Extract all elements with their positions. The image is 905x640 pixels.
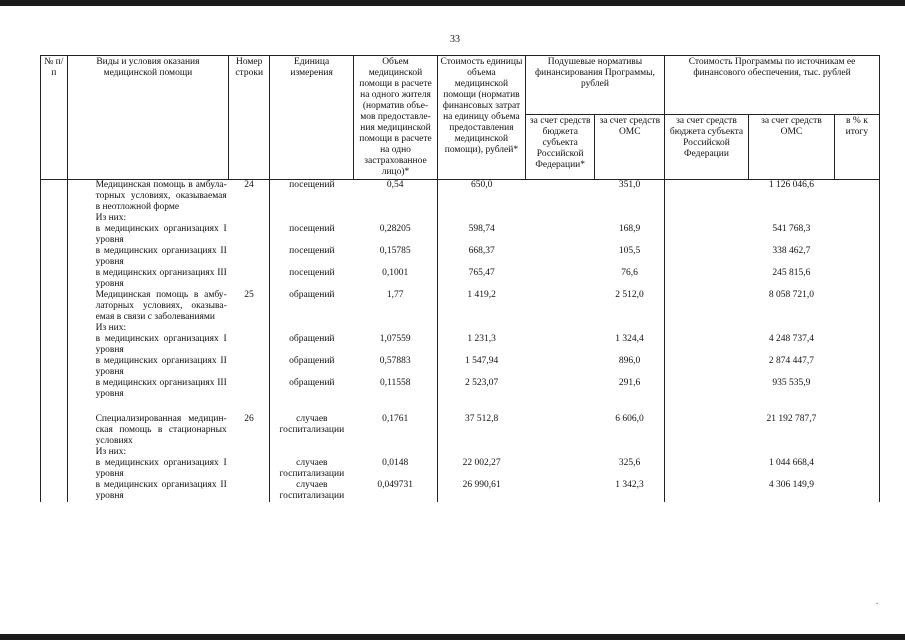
cell-name: Из них: [67, 447, 229, 458]
header-row: Номер строки [229, 56, 270, 180]
cell-empty [41, 323, 68, 334]
cell-prog-oms: 2 874 447,7 [768, 356, 814, 366]
cell-empty [665, 378, 749, 400]
cell-empty [525, 213, 595, 224]
header-per-capita: Подушевые нормативы финансирования Программы, рублей [525, 56, 664, 115]
header-cost: Стоимость единицы объема медицинской помощи (норматив финансовых затрат на единицу объема предоставления медицинской помощи), рублей* [437, 56, 525, 180]
cell-volume: 0,1001 [382, 268, 409, 278]
cell-prog-oms: 541 768,3 [772, 224, 811, 234]
table-row [41, 356, 880, 378]
cell-empty [834, 378, 879, 400]
cell-cost: 765,47 [437, 268, 525, 290]
cell-empty [834, 334, 879, 356]
table-row [41, 414, 880, 447]
top-border-bar [0, 0, 905, 6]
cell-empty [41, 334, 68, 356]
cell-unit: случаев госпитализации [270, 414, 354, 447]
cell-name: в медицинских организациях II уровня [67, 246, 229, 268]
cell-empty [525, 447, 595, 458]
cell-volume: 1,77 [386, 290, 404, 300]
cell-name: в медицинских организациях III уровня [67, 268, 229, 290]
cell-volume: 0,54 [386, 180, 404, 190]
cell-prog-oms: 1 044 668,4 [768, 458, 814, 468]
cell-cost: 1 231,3 [437, 334, 525, 356]
cell-unit: посещений [270, 246, 354, 268]
cell-name: в медицинских организациях III уровня [67, 378, 229, 400]
cell-empty [525, 480, 595, 502]
cell-empty [41, 180, 68, 214]
cell-empty [525, 290, 595, 323]
cell-pc-oms [595, 447, 665, 458]
cell-empty [41, 414, 68, 447]
cell-pc-oms: 351,0 [618, 180, 641, 190]
header-type: Виды и условия оказания медицинской помощи [67, 56, 229, 180]
page-number: 33 [450, 34, 460, 45]
cell-cost: 2 523,07 [437, 378, 525, 400]
cell-pc-oms: 1 324,4 [615, 334, 644, 344]
cell-row [229, 458, 270, 480]
cell-empty [525, 334, 595, 356]
cell-row [229, 334, 270, 356]
header-program-cost: Стоимость Программы по источникам ее финансового обеспечения, тыс. рублей [665, 56, 880, 115]
table-row [41, 268, 880, 290]
cell-cost: 37 512,8 [437, 414, 525, 447]
cell-name: Медицинская помощь в амбула-торных условиях, оказываемая в неотложной форме [67, 180, 229, 214]
cell-prog-oms: 1 126 046,6 [768, 180, 814, 190]
cell-empty [834, 180, 879, 214]
cell-empty [665, 414, 749, 447]
table-body [41, 180, 880, 503]
table-row [41, 458, 880, 480]
cell-empty [525, 180, 595, 214]
cell-cost: 598,74 [437, 224, 525, 246]
cell-cost [437, 447, 525, 458]
cell-volume: 0,049731 [377, 480, 414, 490]
cell-empty [41, 356, 68, 378]
cell-row [229, 323, 270, 334]
cell-volume [354, 213, 438, 224]
cell-unit [270, 213, 354, 224]
cell-pc-oms: 325,6 [618, 458, 641, 468]
cell-unit: посещений [270, 268, 354, 290]
cell-empty [41, 447, 68, 458]
cell-empty [665, 268, 749, 290]
cell-empty [665, 213, 749, 224]
table-row [41, 246, 880, 268]
table-row [41, 323, 880, 334]
cell-prog-oms [748, 323, 834, 334]
cell-empty [665, 224, 749, 246]
cell-cost: 1 419,2 [437, 290, 525, 323]
cell-unit: посещений [270, 180, 354, 214]
cell-row [229, 447, 270, 458]
cell-volume: 0,28205 [379, 224, 411, 234]
bottom-border-bar [0, 634, 905, 640]
cell-empty [834, 356, 879, 378]
cell-empty [41, 290, 68, 323]
cell-volume [354, 447, 438, 458]
header-volume: Объем медицинской помощи в расчете на одного жителя (норматив объе-мов предоставле-ния медицинской помощи в расчете на одно застрахованное лицо)* [354, 56, 438, 180]
cell-empty [665, 480, 749, 502]
cell-pc-oms: 2 512,0 [615, 290, 644, 300]
header-program-pct: в % к итогу [834, 115, 879, 180]
cell-row [229, 268, 270, 290]
cell-pc-oms: 6 606,0 [615, 414, 644, 424]
scan-mark: . [876, 596, 879, 606]
cell-prog-oms: 338 462,7 [772, 246, 811, 256]
cell-name: Из них: [67, 323, 229, 334]
cell-empty [834, 268, 879, 290]
cell-unit: обращений [270, 334, 354, 356]
cell-empty [665, 356, 749, 378]
cell-name: Специализированная медицин-ская помощь в стационарных условиях [67, 414, 229, 447]
cell-name: Из них: [67, 213, 229, 224]
cell-prog-oms: 935 535,9 [772, 378, 811, 388]
financing-table [40, 55, 880, 502]
cell-empty [834, 290, 879, 323]
cell-cost: 26 990,61 [437, 480, 525, 502]
cell-volume: 0,0148 [382, 458, 409, 468]
cell-pc-oms: 1 342,3 [615, 480, 644, 490]
cell-empty [525, 414, 595, 447]
cell-empty [834, 414, 879, 447]
cell-empty [665, 458, 749, 480]
cell-empty [665, 334, 749, 356]
cell-cost [437, 323, 525, 334]
cell-row [229, 246, 270, 268]
cell-empty [41, 268, 68, 290]
cell-unit: случаев госпитализации [270, 458, 354, 480]
cell-empty [834, 323, 879, 334]
cell-prog-oms: 8 058 721,0 [768, 290, 814, 300]
cell-unit: обращений [270, 356, 354, 378]
cell-prog-oms: 245 815,6 [772, 268, 811, 278]
cell-volume: 0,11558 [379, 378, 411, 388]
cell-empty [665, 323, 749, 334]
cell-empty [525, 323, 595, 334]
cell-empty [665, 180, 749, 214]
cell-unit: обращений [270, 378, 354, 400]
table-header [41, 56, 880, 180]
table-row [41, 378, 880, 400]
cell-volume: 0,15785 [379, 246, 411, 256]
cell-cost: 22 002,27 [437, 458, 525, 480]
cell-name: в медицинских организациях II уровня [67, 356, 229, 378]
table-row [41, 334, 880, 356]
cell-prog-oms [748, 213, 834, 224]
cell-row [229, 224, 270, 246]
cell-volume: 0,57883 [379, 356, 411, 366]
cell-pc-oms: 76,6 [621, 268, 638, 278]
table-row [41, 224, 880, 246]
cell-empty [41, 224, 68, 246]
cell-empty [525, 224, 595, 246]
cell-empty [41, 378, 68, 400]
header-num: № п/п [41, 56, 68, 180]
cell-unit [270, 447, 354, 458]
cell-empty [41, 246, 68, 268]
cell-row [229, 480, 270, 502]
cell-pc-oms: 896,0 [618, 356, 641, 366]
cell-row: 24 [244, 180, 254, 190]
cell-empty [525, 246, 595, 268]
cell-pc-oms: 291,6 [618, 378, 641, 388]
cell-pc-oms: 105,5 [618, 246, 641, 256]
cell-prog-oms [748, 447, 834, 458]
cell-pc-oms [595, 213, 665, 224]
cell-prog-oms: 4 248 737,4 [768, 334, 814, 344]
cell-cost: 650,0 [437, 180, 525, 214]
cell-empty [834, 458, 879, 480]
table-row [41, 213, 880, 224]
spacer-row [41, 400, 880, 414]
cell-unit: случаев госпитализации [270, 480, 354, 502]
header-program-oms: за счет средств ОМС [748, 115, 834, 180]
cell-empty [525, 356, 595, 378]
cell-row [229, 378, 270, 400]
cell-empty [834, 213, 879, 224]
header-per-capita-budget: за счет средств бюджета субъекта Российской Федерации* [525, 115, 595, 180]
cell-unit: обращений [270, 290, 354, 323]
cell-row: 26 [244, 414, 254, 424]
cell-empty [525, 268, 595, 290]
cell-empty [41, 458, 68, 480]
cell-name: в медицинских организациях I уровня [67, 458, 229, 480]
cell-empty [525, 378, 595, 400]
cell-pc-oms [595, 323, 665, 334]
cell-empty [665, 290, 749, 323]
header-unit: Единица измерения [270, 56, 354, 180]
cell-cost [437, 213, 525, 224]
cell-cost: 1 547,94 [437, 356, 525, 378]
cell-empty [834, 224, 879, 246]
cell-prog-oms: 21 192 787,7 [766, 414, 817, 424]
cell-volume: 1,07559 [379, 334, 411, 344]
cell-volume [354, 323, 438, 334]
cell-row [229, 356, 270, 378]
cell-row [229, 213, 270, 224]
cell-unit [270, 323, 354, 334]
cell-empty [665, 246, 749, 268]
header-per-capita-oms: за счет средств ОМС [595, 115, 665, 180]
table-row [41, 480, 880, 502]
table-row [41, 290, 880, 323]
cell-unit: посещений [270, 224, 354, 246]
table-row [41, 180, 880, 214]
cell-empty [834, 480, 879, 502]
cell-volume: 0,1761 [382, 414, 409, 424]
header-program-budget: за счет средств бюджета субъекта Российской Федерации [665, 115, 749, 180]
cell-pc-oms: 168,9 [618, 224, 641, 234]
cell-empty [525, 458, 595, 480]
cell-empty [665, 447, 749, 458]
cell-cost: 668,37 [437, 246, 525, 268]
cell-empty [834, 447, 879, 458]
cell-name: в медицинских организациях I уровня [67, 224, 229, 246]
cell-prog-oms: 4 306 149,9 [768, 480, 814, 490]
table-row [41, 447, 880, 458]
cell-empty [41, 480, 68, 502]
cell-empty [834, 246, 879, 268]
cell-name: в медицинских организациях II уровня [67, 480, 229, 502]
cell-empty [41, 213, 68, 224]
cell-name: Медицинская помощь в амбу-латорных условиях, оказыва-емая в связи с заболеваниями [67, 290, 229, 323]
cell-row: 25 [244, 290, 254, 300]
cell-name: в медицинских организациях I уровня [67, 334, 229, 356]
